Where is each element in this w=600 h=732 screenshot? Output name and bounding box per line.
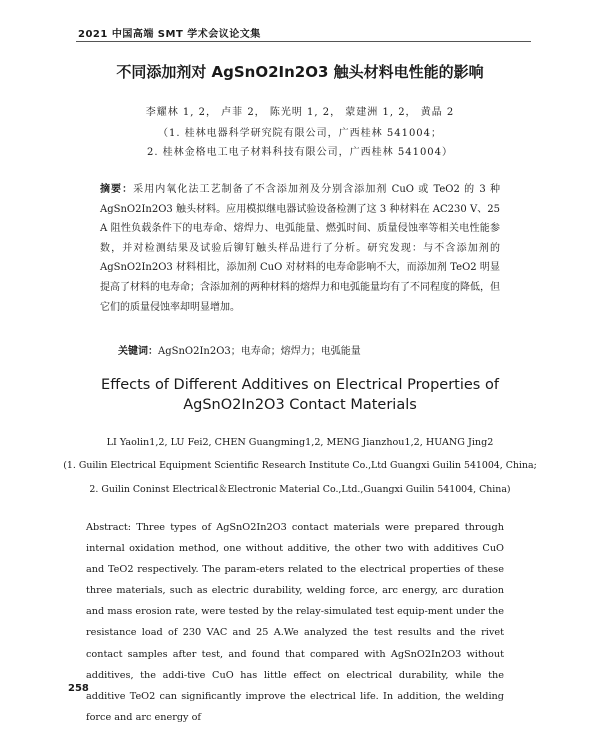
header-divider: [76, 41, 531, 42]
chinese-keywords-label: 关键词：: [118, 346, 158, 357]
chinese-affiliation-1: （1. 桂林电器科学研究院有限公司，广西桂林 541004；: [157, 128, 443, 139]
english-abstract: [86, 517, 504, 728]
running-head: 2021 中国高端 SMT 学术会议论文集: [78, 29, 261, 40]
chinese-keywords-text: AgSnO2In2O3；电寿命；熔焊力；电弧能量: [158, 346, 361, 357]
english-affiliation-2: 2. Guilin Coninst Electrical＆Electronic Material Co.,Ltd.,Guangxi Guilin 541004, China): [89, 484, 511, 495]
english-title-line-2: AgSnO2In2O3 Contact Materials: [183, 396, 417, 413]
chinese-abstract-text: 采用内氧化法工艺制备了不含添加剂及分别含添加剂 CuO 或 TeO2 的 3 种 AgSnO2In2O3 触头材料。应用模拟继电器试验设备检测了这 3 种材料在 AC230 V、25 A 阻性负载条件下的电寿命、熔焊力、电弧能量、燃弧时间、质量侵蚀率等相关电性能参数，并对检测结果及试验后铆钉触头样品进行了分析。研究发现：与不含添加剂的 AgSnO2In2O3 材料相比，添加剂 CuO 对材料的电寿命影响不大，而添加剂 TeO2 明显提高了材料的电寿命；含添加剂的两种材料的熔焊力和电弧能量均有了不同程度的降低，但它们的质量侵蚀率却明显增加。: [100, 184, 500, 313]
english-abstract-text: Three types of AgSnO2In2O3 contact materials were prepared through internal oxidation method, one without additive, the other two with additives CuO and TeO2 respectively. The param-eters related to the electrical properties of these three materials, such as electric durability, welding force, arc energy, arc duration and mass erosion rate, were tested by the relay-simulated test equip-ment under the resistance load of 230 VAC and 25 A.We analyzed the test results and the rivet contact samples after test, and found that compared with AgSnO2In2O3 without additives, the addi-tive CuO has little effect on electrical durability, while the additive TeO2 can significantly improve the electrical life. In addition, the welding force and arc energy of: [86, 522, 504, 723]
chinese-authors: 李耀林 1, 2， 卢菲 2， 陈光明 1, 2， 蒙建洲 1, 2， 黄晶 2: [145, 107, 455, 118]
english-affiliation-1: (1. Guilin Electrical Equipment Scientific Research Institute Co.,Ltd Guangxi Guilin 541004, China;: [63, 460, 537, 471]
chinese-title: 不同添加剂对 AgSnO2In2O3 触头材料电性能的影响: [116, 63, 484, 81]
english-authors: LI Yaolin1,2, LU Fei2, CHEN Guangming1,2, MENG Jianzhou1,2, HUANG Jing2: [106, 437, 494, 448]
chinese-abstract-label: 摘要：: [100, 184, 134, 195]
english-title-line-1: Effects of Different Additives on Electrical Properties of: [101, 377, 499, 393]
english-abstract-label: Abstract:: [86, 522, 132, 533]
page-number: 258: [68, 683, 89, 694]
english-title: [60, 376, 540, 415]
chinese-keywords: [118, 342, 498, 357]
chinese-affiliation-2: 2. 桂林金格电工电子材料科技有限公司，广西桂林 541004）: [146, 147, 454, 158]
chinese-abstract: [100, 180, 500, 317]
